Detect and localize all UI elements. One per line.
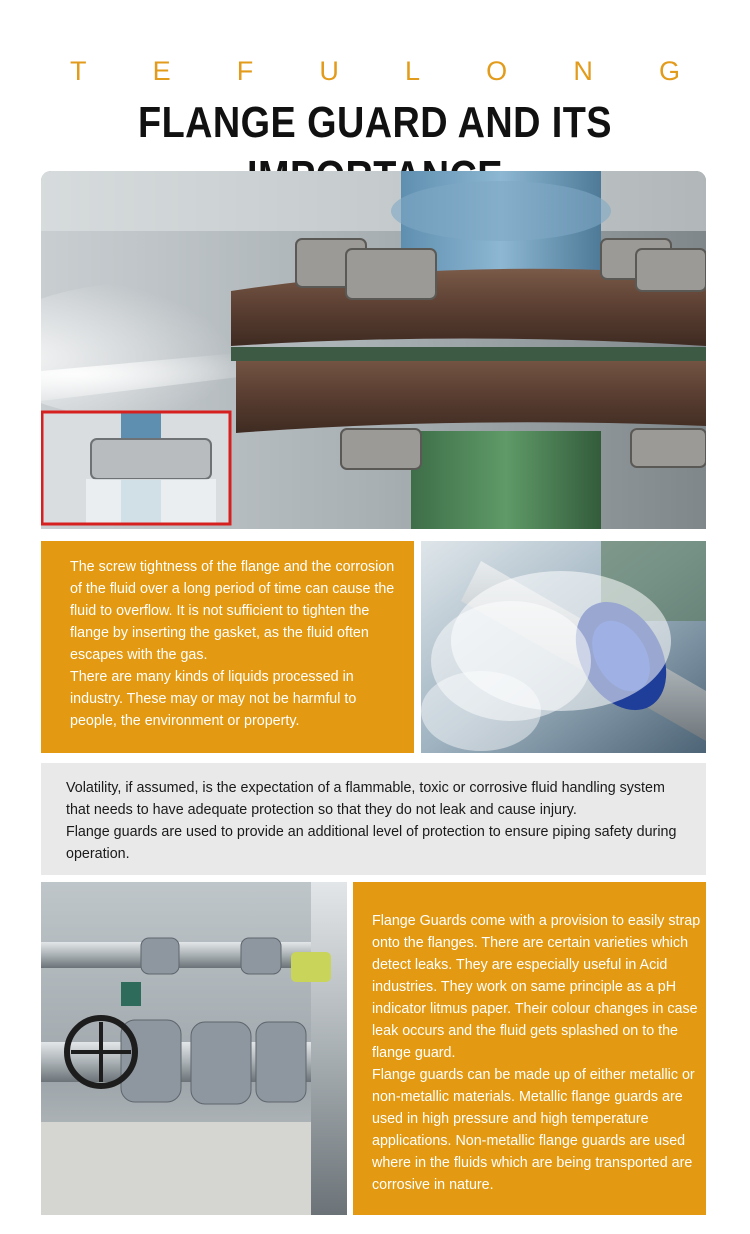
- protection-text: [66, 777, 691, 865]
- brand-letter: L: [405, 56, 421, 86]
- protection-text-panel: [41, 763, 706, 875]
- leak-cause-paragraph-2: There are many kinds of liquids processed in industry. These may or may not be harmful to people, the environment or property.: [70, 669, 357, 729]
- brand-letter: T: [70, 56, 87, 86]
- page-title: FLANGE GUARD AND ITS: [138, 98, 612, 147]
- brand-letter: E: [152, 56, 171, 86]
- hero-flange-leak-photo: [41, 171, 706, 529]
- brand-letter: O: [486, 56, 508, 86]
- flange-guard-types-text-panel: [353, 882, 706, 1215]
- brand-letter: U: [319, 56, 339, 86]
- protection-paragraph-2: Flange guards are used to provide an additional level of protection to ensure piping safety during operation.: [66, 824, 677, 862]
- blue-flange-spray-photo: [421, 541, 706, 753]
- flange-guard-types-paragraph-1: Flange Guards come with a provision to easily strap onto the flanges. There are certain varieties which detect leaks. They are especially useful in Acid industries. They work on same principle as a pH indicator litmus paper. Their colour changes in case leak occurs and the fluid gets splashed on to the flange guard.: [372, 913, 701, 1061]
- flange-guard-types-paragraph-2: Flange guards can be made up of either metallic or non-metallic materials. Metallic flange guards are used in high pressure and high temperature applications. Non-metallic flange guards are used where in the fluids which are being transported are corrosive in nature.: [372, 1067, 695, 1193]
- brand-wordmark: [70, 56, 680, 86]
- leak-cause-paragraph-1: The screw tightness of the flange and the corrosion of the fluid over a long period of time can cause the fluid to overflow. It is not sufficient to tighten the flange by inserting the gasket, as the fluid often escapes with the gas.: [70, 559, 395, 663]
- protection-paragraph-1: Volatility, if assumed, is the expectation of a flammable, toxic or corrosive fluid handling system that needs to have adequate protection so that they do not leak and cause injury.: [66, 780, 665, 818]
- brand-letter: F: [236, 56, 254, 86]
- leak-cause-text-panel: [41, 541, 414, 753]
- installed-flange-guards-photo: [41, 882, 347, 1215]
- leak-cause-text: [70, 556, 400, 732]
- brand-letter: G: [658, 56, 680, 86]
- flange-guard-types-text: [372, 910, 702, 1196]
- brand-letter: N: [573, 56, 593, 86]
